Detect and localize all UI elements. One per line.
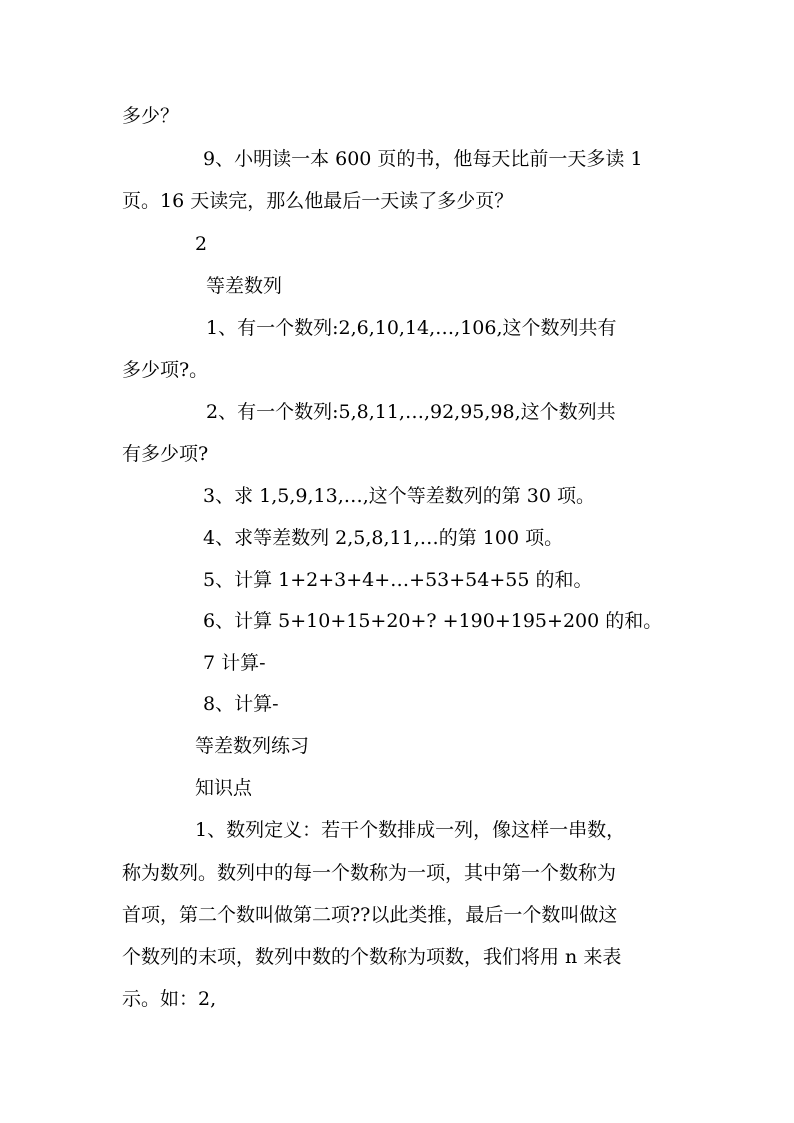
knowledge-heading: 知识点 [195, 777, 253, 799]
question-1-line-1: 1、有一个数列:2,6,10,14,…,106,这个数列共有 [206, 317, 617, 339]
question-1-line-2: 多少项?。 [122, 359, 209, 381]
question-6: 6、计算 5+10+15+20+? +190+195+200 的和。 [203, 610, 663, 632]
definition-line-2: 称为数列。数列中的每一个数称为一项，其中第一个数称为 [122, 862, 617, 884]
question-2-line-2: 有多少项? [122, 443, 209, 465]
section-heading: 等差数列 [206, 275, 283, 297]
definition-line-3: 首项，第二个数叫做第二项??以此类推，最后一个数叫做这 [122, 904, 618, 926]
question-9-line-1: 9、小明读一本 600 页的书，他每天比前一天多读 1 [203, 148, 643, 170]
question-3: 3、求 1,5,9,13,…,这个等差数列的第 30 项。 [203, 485, 596, 507]
definition-line-1: 1、数列定义：若干个数排成一列，像这样一串数， [195, 819, 626, 841]
question-2-line-1: 2、有一个数列:5,8,11,…,92,95,98,这个数列共 [206, 401, 616, 423]
question-4: 4、求等差数列 2,5,8,11,…的第 100 项。 [203, 527, 564, 549]
question-8: 8、计算- [203, 693, 279, 715]
definition-line-4: 个数列的末项，数列中数的个数称为项数，我们将用 n 来表 [122, 946, 622, 968]
question-9-line-2: 页。16 天读完，那么他最后一天读了多少页？ [122, 190, 514, 212]
question-7: 7 计算- [203, 652, 266, 674]
definition-line-5: 示。如：2, [122, 988, 217, 1010]
exercise-heading: 等差数列练习 [195, 735, 310, 757]
question-5: 5、计算 1+2+3+4+…+53+54+55 的和。 [203, 569, 593, 591]
section-number: 2 [195, 233, 208, 255]
text-line: 多少？ [122, 105, 180, 127]
